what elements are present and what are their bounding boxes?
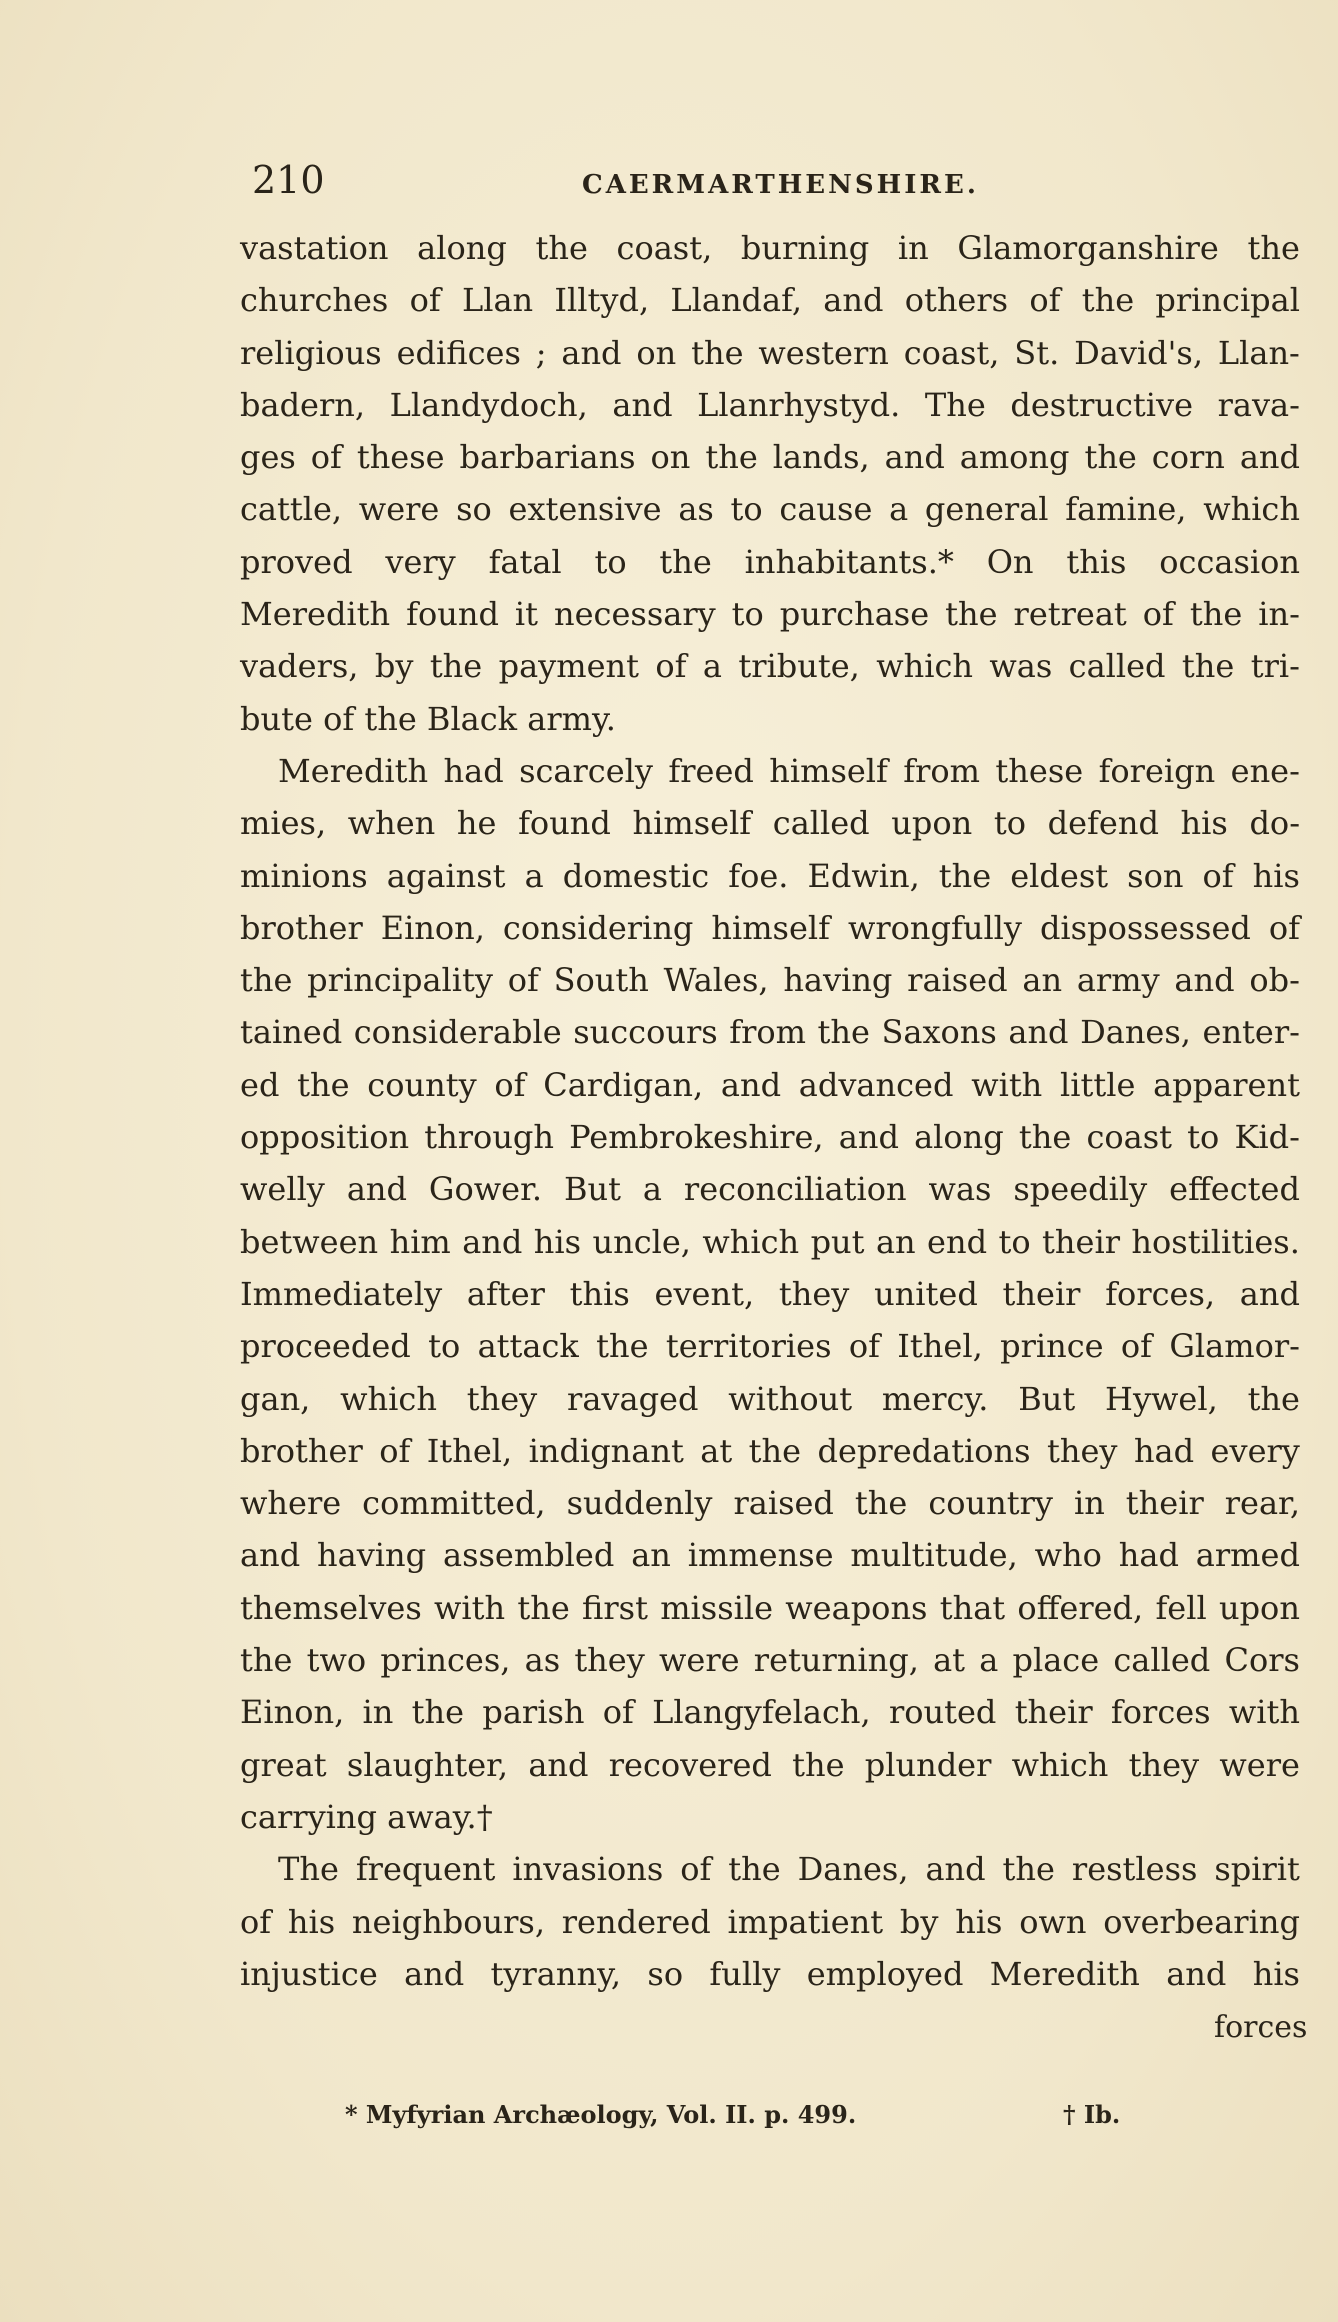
text-line: minions against a domestic foe. Edwin, the eldest son of his (240, 856, 1300, 895)
text-line: ed the county of Cardigan, and advanced with little apparent (240, 1065, 1300, 1104)
text-line: carrying away.† (240, 1797, 493, 1836)
text-line: where committed, suddenly raised the country in their rear, (240, 1484, 1300, 1523)
text-line: churches of Llan Illtyd, Llandaf, and others of the principal (240, 281, 1300, 320)
text-line: vaders, by the payment of a tribute, which was called the tri- (240, 647, 1300, 686)
text-line: themselves with the first missile weapons that offered, fell upon (240, 1588, 1300, 1627)
page-header (252, 158, 1292, 208)
text-line: brother of Ithel, indignant at the depredations they had every (240, 1431, 1300, 1470)
text-line: religious edifices ; and on the western coast, St. David's, Llan- (240, 333, 1300, 372)
text-line: Meredith had scarcely freed himself from these foreign ene- (278, 751, 1300, 790)
catchword: forces (1214, 2010, 1308, 2045)
running-head: CAERMARTHENSHIRE. (582, 170, 979, 200)
footnote-ib: † Ib. (1063, 2100, 1121, 2129)
text-line: proved very fatal to the inhabitants.* On this occasion (240, 542, 1300, 581)
text-line: Immediately after this event, they united their forces, and (240, 1274, 1300, 1313)
text-line: the principality of South Wales, having raised an army and ob- (240, 961, 1300, 1000)
text-line: gan, which they ravaged without mercy. But Hywel, the (240, 1379, 1300, 1418)
text-line: welly and Gower. But a reconciliation was speedily effected (240, 1170, 1300, 1209)
page-number: 210 (252, 158, 325, 202)
text-line: great slaughter, and recovered the plunder which they were (240, 1745, 1300, 1784)
text-line: tained considerable succours from the Saxons and Danes, enter- (240, 1013, 1300, 1052)
text-line: bute of the Black army. (240, 699, 616, 738)
text-line: badern, Llandydoch, and Llanrhystyd. The destructive rava- (240, 385, 1300, 424)
text-line: proceeded to attack the territories of Ithel, prince of Glamor- (240, 1327, 1300, 1366)
text-line: vastation along the coast, burning in Glamorganshire the (240, 229, 1300, 267)
text-line: brother Einon, considering himself wrongfully dispossessed of (240, 908, 1300, 947)
text-line: injustice and tyranny, so fully employed Meredith and his (240, 1954, 1300, 1993)
text-line: mies, when he found himself called upon to defend his do- (240, 804, 1300, 843)
text-line: the two princes, as they were returning, at a place called Cors (240, 1641, 1300, 1680)
text-line: Einon, in the parish of Llangyfelach, routed their forces with (240, 1693, 1300, 1732)
footnote-myfyrian: * Myfyrian Archæology, Vol. II. p. 499. (345, 2100, 857, 2129)
text-line: of his neighbours, rendered impatient by his own overbearing (240, 1902, 1300, 1941)
text-line: The frequent invasions of the Danes, and the restless spirit (278, 1850, 1300, 1889)
text-line: cattle, were so extensive as to cause a general famine, which (240, 490, 1300, 529)
body-text (240, 222, 1300, 2000)
text-line: between him and his uncle, which put an end to their hostilities. (240, 1222, 1300, 1261)
footnotes (0, 2100, 1338, 2140)
text-line: ges of these barbarians on the lands, and among the corn and (240, 438, 1300, 477)
text-line: Meredith found it necessary to purchase the retreat of the in- (240, 595, 1300, 634)
text-line: and having assembled an immense multitude, who had armed (240, 1536, 1300, 1575)
text-line: opposition through Pembrokeshire, and along the coast to Kid- (240, 1118, 1300, 1157)
